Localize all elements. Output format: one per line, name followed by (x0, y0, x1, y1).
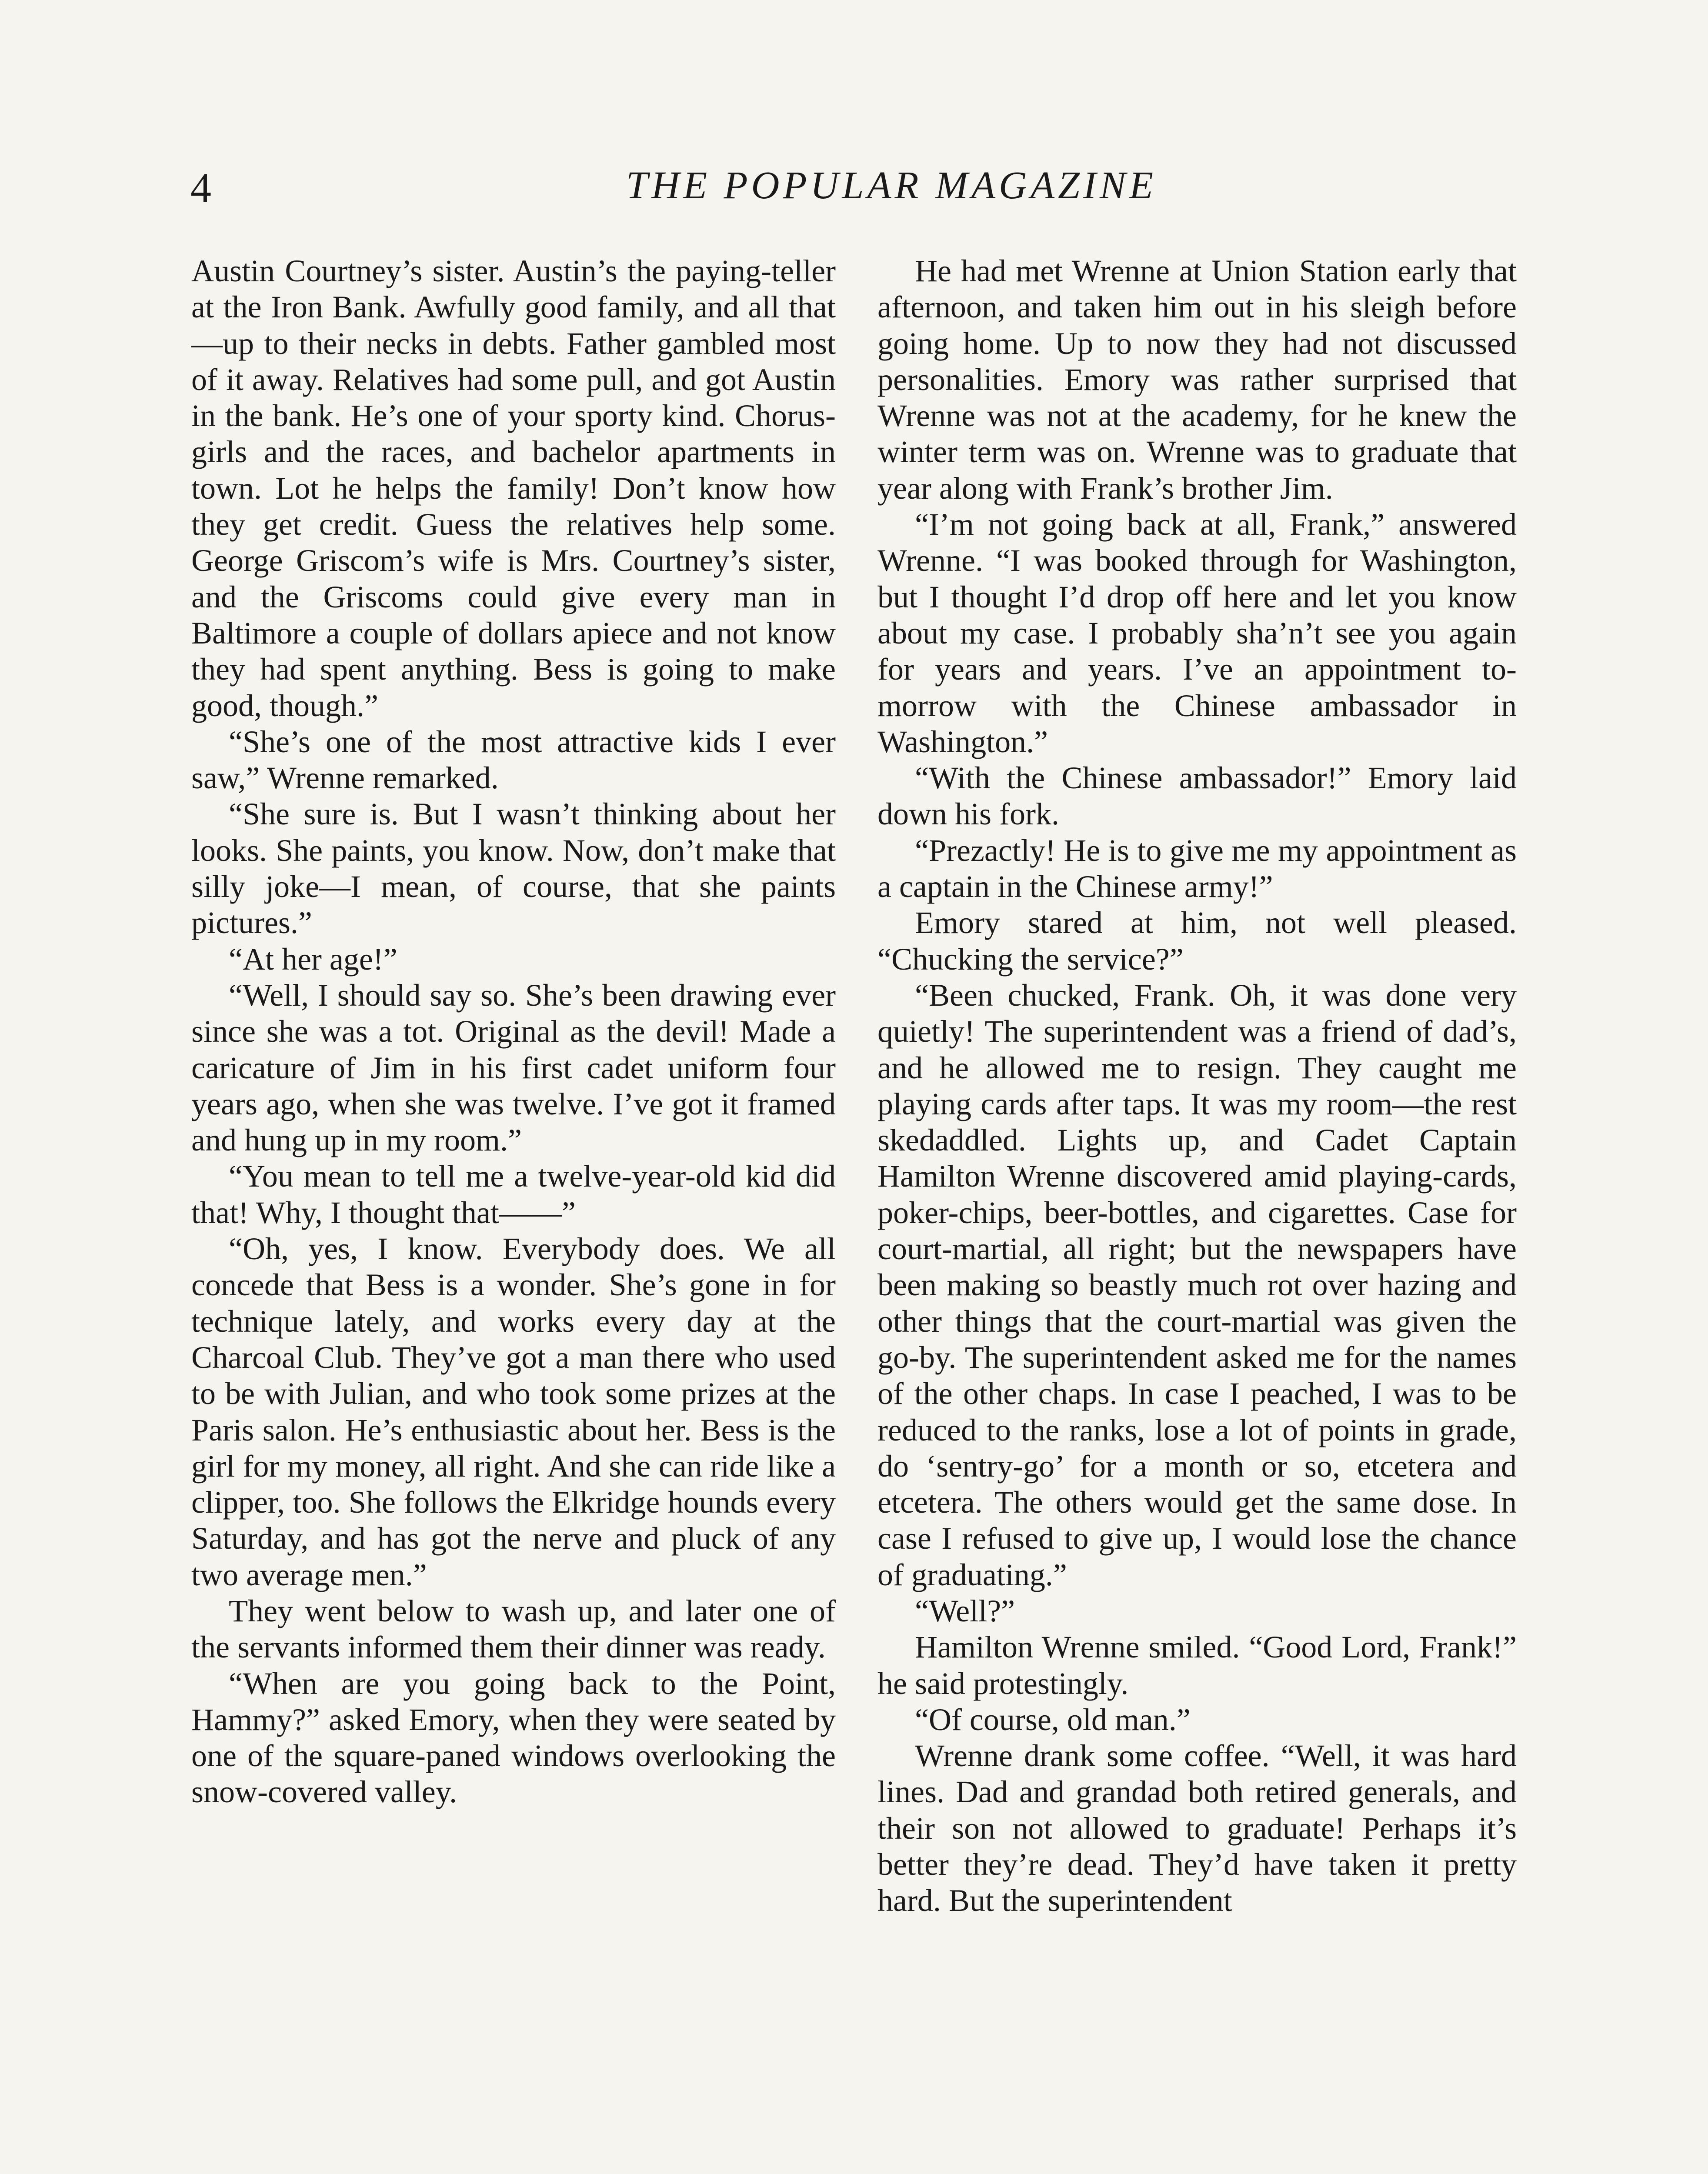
paragraph: Wrenne drank some coffee. “Well, it was hard lines. Dad and grandad both retired generals, and their son not allowed to graduate! Perhaps it’s better they’re dead. They’d have taken it pretty hard. But the superintendent (877, 1738, 1517, 1918)
paragraph: “She sure is. But I wasn’t thinking about her looks. She paints, you know. Now, don’t make that silly joke—I mean, of course, that she paints pictures.” (191, 797, 836, 940)
paragraph: He had met Wrenne at Union Station early that afternoon, and taken him out in his sleigh before going home. Up to now they had not discussed personalities. Emory was rather surprised that Wrenne was not at the academy, for he knew the winter term was on. Wrenne was to graduate that year along with Frank’s brother Jim. (877, 253, 1517, 506)
paragraph: Austin Courtney’s sister. Austin’s the paying-teller at the Iron Bank. Awfully good family, and all that—up to their necks in debts. Father gambled most of it away. Relatives had some pull, and got Austin in the bank. He’s one of your sporty kind. Chorus-girls and the races, and bachelor apartments in town. Lot he helps the family! Don’t know how they get credit. Guess the relatives help some. George Griscom’s wife is Mrs. Courtney’s sister, and the Griscoms could give every man in Baltimore a couple of dollars apiece and not know they had spent anything. Bess is going to make good, though.” (191, 253, 836, 723)
right-column (877, 253, 1517, 1919)
paragraph: “Well, I should say so. She’s been drawing ever since she was a tot. Original as the devil! Made a caricature of Jim in his first cadet uniform four years ago, when she was twelve. I’ve got it framed and hung up in my room.” (191, 977, 836, 1158)
paragraph: Emory stared at him, not well pleased. “Chucking the service?” (877, 905, 1517, 977)
paragraph: “She’s one of the most attractive kids I ever saw,” Wrenne remarked. (191, 724, 836, 796)
paragraph: “Well?” (915, 1593, 1015, 1628)
running-title: THE POPULAR MAGAZINE (626, 164, 1157, 207)
paragraph: “Been chucked, Frank. Oh, it was done very quietly! The superintendent was a friend of dad’s, and he allowed me to resign. They caught me playing cards after taps. It was my room—the rest skedaddled. Lights up, and Cadet Captain Hamilton Wrenne discovered amid playing-cards, poker-chips, beer-bottles, and cigarettes. Case for court-martial, all right; but the newspapers have been making so beastly much rot over hazing and other things that the court-martial was given the go-by. The superintendent asked me for the names of the other chaps. In case I peached, I was to be reduced to the ranks, lose a lot of points in grade, do ‘sentry-go’ for a month or so, etcetera and etcetera. The others would get the same dose. In case I refused to give up, I would lose the chance of graduating.” (877, 977, 1517, 1592)
left-column (191, 253, 836, 1811)
paragraph: “At her age!” (229, 941, 397, 977)
paragraph: “Prezactly! He is to give me my appointment as a captain in the Chinese army!” (877, 833, 1517, 904)
paragraph: “I’m not going back at all, Frank,” answered Wrenne. “I was booked through for Washington, but I thought I’d drop off here and let you know about my case. I probably sha’n’t see you again for years and years. I’ve an appointment to-morrow with the Chinese ambassador in Washington.” (877, 507, 1517, 759)
paragraph: Hamilton Wrenne smiled. “Good Lord, Frank!” he said protestingly. (877, 1630, 1517, 1701)
page-number: 4 (190, 164, 211, 211)
paragraph: “Of course, old man.” (915, 1702, 1191, 1737)
paragraph: “Oh, yes, I know. Everybody does. We all concede that Bess is a wonder. She’s gone in for technique lately, and works every day at the Charcoal Club. They’ve got a man there who used to be with Julian, and who took some prizes at the Paris salon. He’s enthusiastic about her. Bess is the girl for my money, all right. And she can ride like a clipper, too. She follows the Elkridge hounds every Saturday, and has got the nerve and pluck of any two average men.” (191, 1231, 836, 1592)
paragraph: They went below to wash up, and later one of the servants informed them their dinner was ready. (191, 1593, 836, 1665)
paragraph: “With the Chinese ambassador!” Emory laid down his fork. (877, 760, 1517, 832)
paragraph: “When are you going back to the Point, Hammy?” asked Emory, when they were seated by one of the square-paned windows overlooking the snow-covered valley. (191, 1666, 836, 1810)
paragraph: “You mean to tell me a twelve-year-old kid did that! Why, I thought that——” (191, 1159, 836, 1230)
